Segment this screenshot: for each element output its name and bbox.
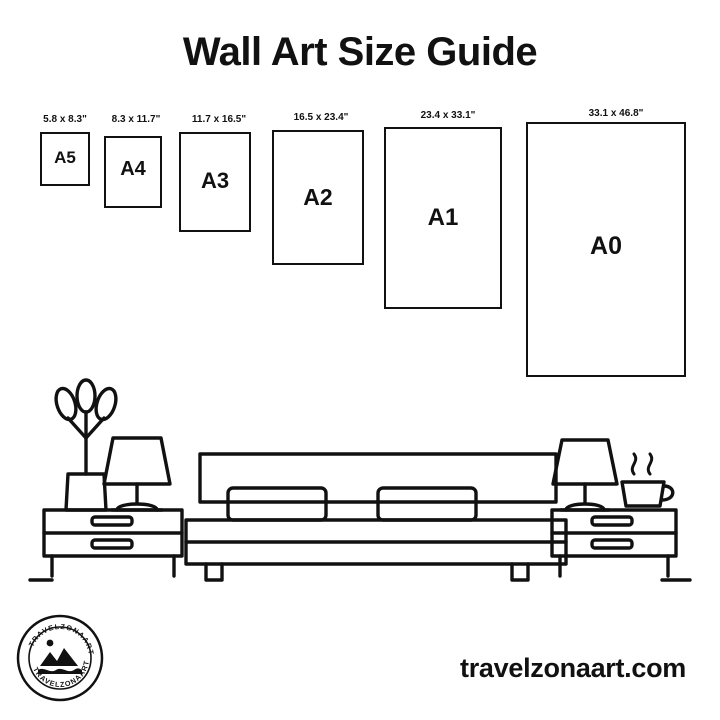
frame-box-a4 <box>104 136 162 208</box>
frame-box-a3 <box>179 132 251 232</box>
frame-box-a2 <box>272 130 364 265</box>
coffee-cup <box>622 454 673 506</box>
bed <box>186 454 566 580</box>
left-table-lamp <box>104 438 170 510</box>
frame-dimensions-a0: 33.1 x 46.8" <box>588 108 644 119</box>
right-nightstand <box>552 510 676 576</box>
frame-item-a3[interactable] <box>173 110 265 245</box>
vase-with-flowers <box>52 380 119 510</box>
frame-label-a5: A5 <box>54 148 76 167</box>
frame-item-a4[interactable] <box>100 110 172 210</box>
frame-box-a0 <box>526 122 686 377</box>
frame-label-a1: A1 <box>427 204 459 231</box>
logo-text-bottom: TRAVELZONAART <box>31 659 92 690</box>
frame-item-a2[interactable] <box>266 110 376 280</box>
bedroom-illustration <box>0 378 720 608</box>
brand-logo <box>16 614 104 702</box>
frame-label-a0: A0 <box>590 232 622 260</box>
website-url[interactable]: travelzonaart.com <box>460 653 686 683</box>
bedroom-scene <box>0 378 720 608</box>
frame-item-a0[interactable] <box>520 110 705 395</box>
frame-label-a3: A3 <box>200 168 230 193</box>
frame-label-a2: A2 <box>303 184 333 210</box>
logo-text-top: TRAVELZONAART <box>26 621 96 657</box>
frame-dimensions-a5: 5.8 x 8.3" <box>43 114 87 125</box>
frame-box-a5 <box>40 132 90 186</box>
frame-dimensions-a4: 8.3 x 11.7" <box>111 114 161 125</box>
frame-dimensions-a2: 16.5 x 23.4" <box>293 112 349 123</box>
left-nightstand <box>44 510 182 576</box>
frame-box-a1 <box>384 127 502 309</box>
frame-item-a5[interactable] <box>36 110 94 180</box>
svg-text:TRAVELZONAART <box>27 622 96 656</box>
frame-dimensions-a1: 23.4 x 33.1" <box>420 110 476 121</box>
frame-size-row <box>0 110 720 400</box>
frame-item-a1[interactable] <box>378 110 518 325</box>
right-table-lamp <box>553 440 617 510</box>
page-title: Wall Art Size Guide <box>182 30 538 74</box>
frame-label-a4: A4 <box>120 158 146 180</box>
frame-dimensions-a3: 11.7 x 16.5" <box>191 114 247 125</box>
